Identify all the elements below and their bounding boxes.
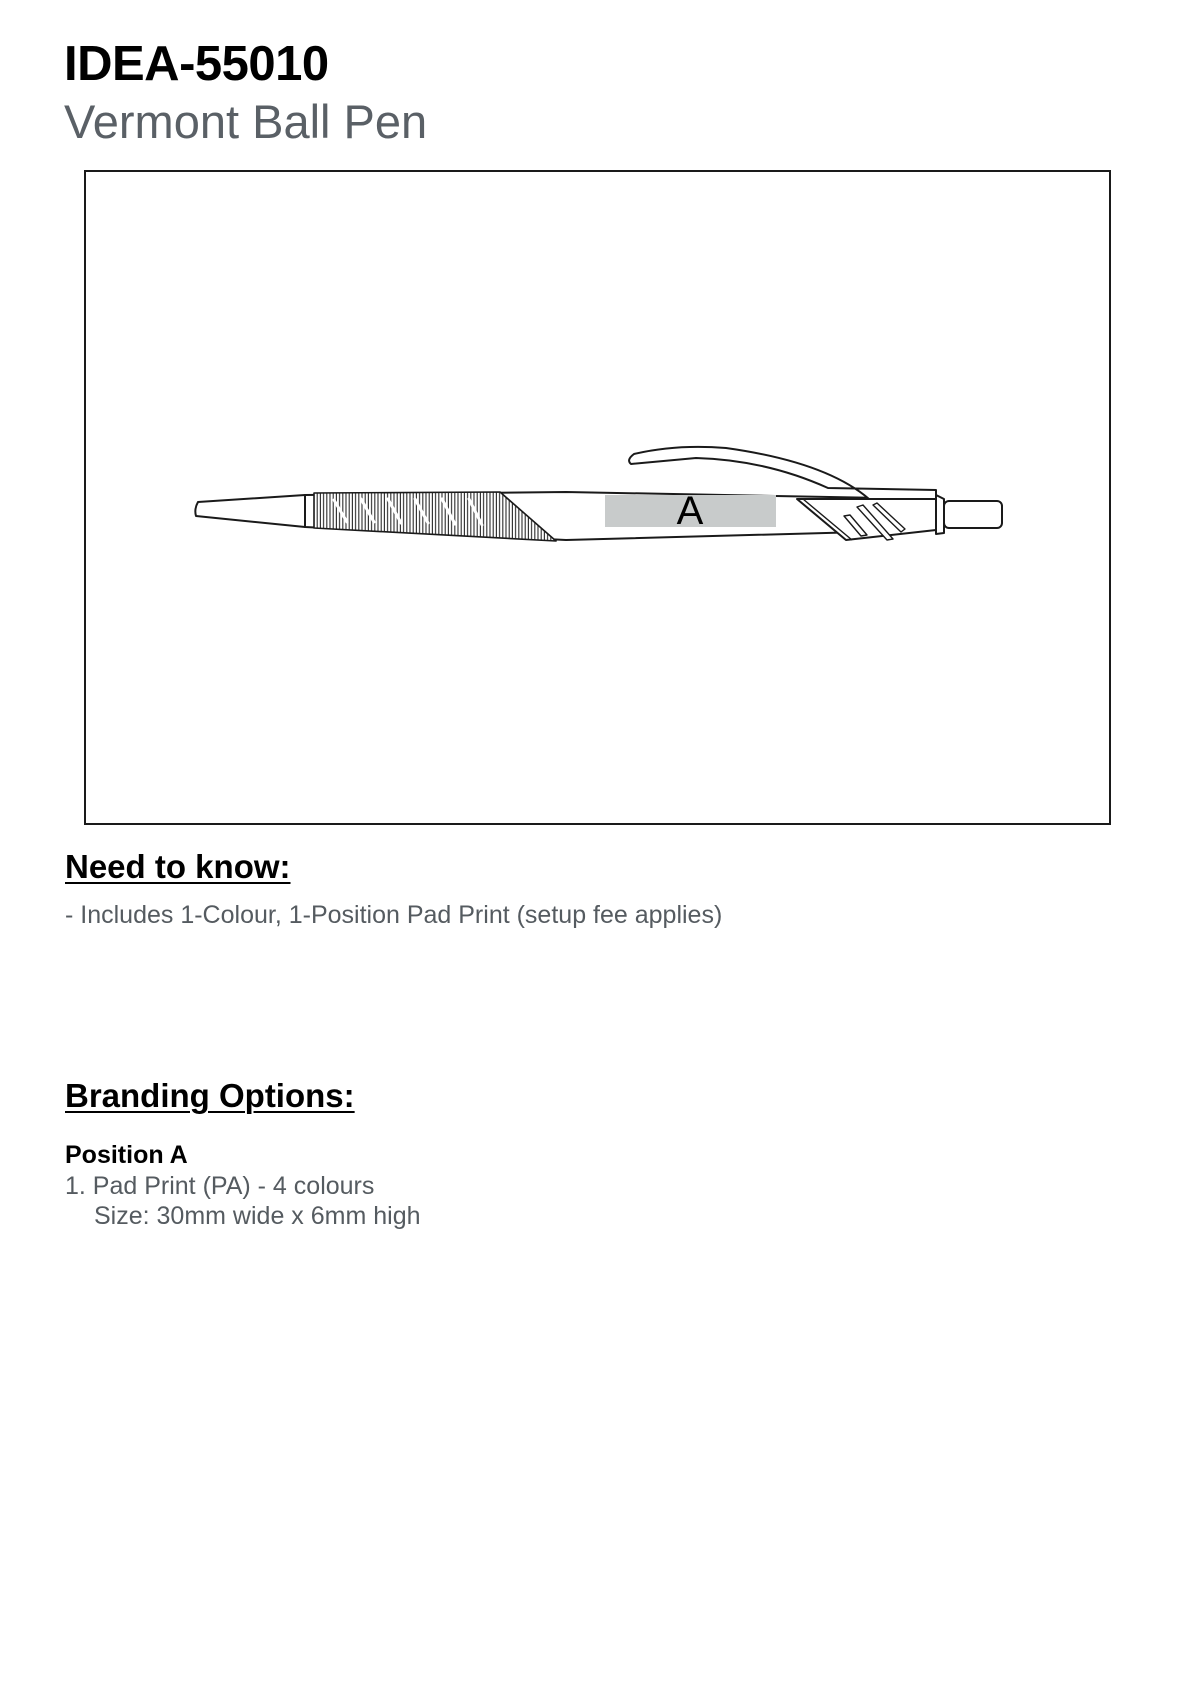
pen-plunger: [944, 501, 1002, 528]
product-illustration-frame: [84, 170, 1111, 825]
pen-drawing: [86, 172, 1109, 823]
branding-method: 1. Pad Print (PA) - 4 colours: [65, 1172, 375, 1200]
branding-size: Size: 30mm wide x 6mm high: [94, 1202, 421, 1230]
product-name: Vermont Ball Pen: [64, 95, 428, 148]
pen-tip: [195, 495, 305, 527]
pen-clip: [629, 447, 936, 499]
product-code: IDEA-55010: [64, 37, 329, 91]
branding-position-title: Position A: [65, 1141, 188, 1169]
print-area-label: A: [676, 489, 704, 533]
branding-options-heading: Branding Options:: [65, 1077, 355, 1114]
need-to-know-heading: Need to know:: [65, 848, 291, 885]
pen-end-cap: [936, 495, 944, 534]
need-to-know-item: - Includes 1-Colour, 1-Position Pad Print (setup fee applies): [65, 901, 723, 929]
